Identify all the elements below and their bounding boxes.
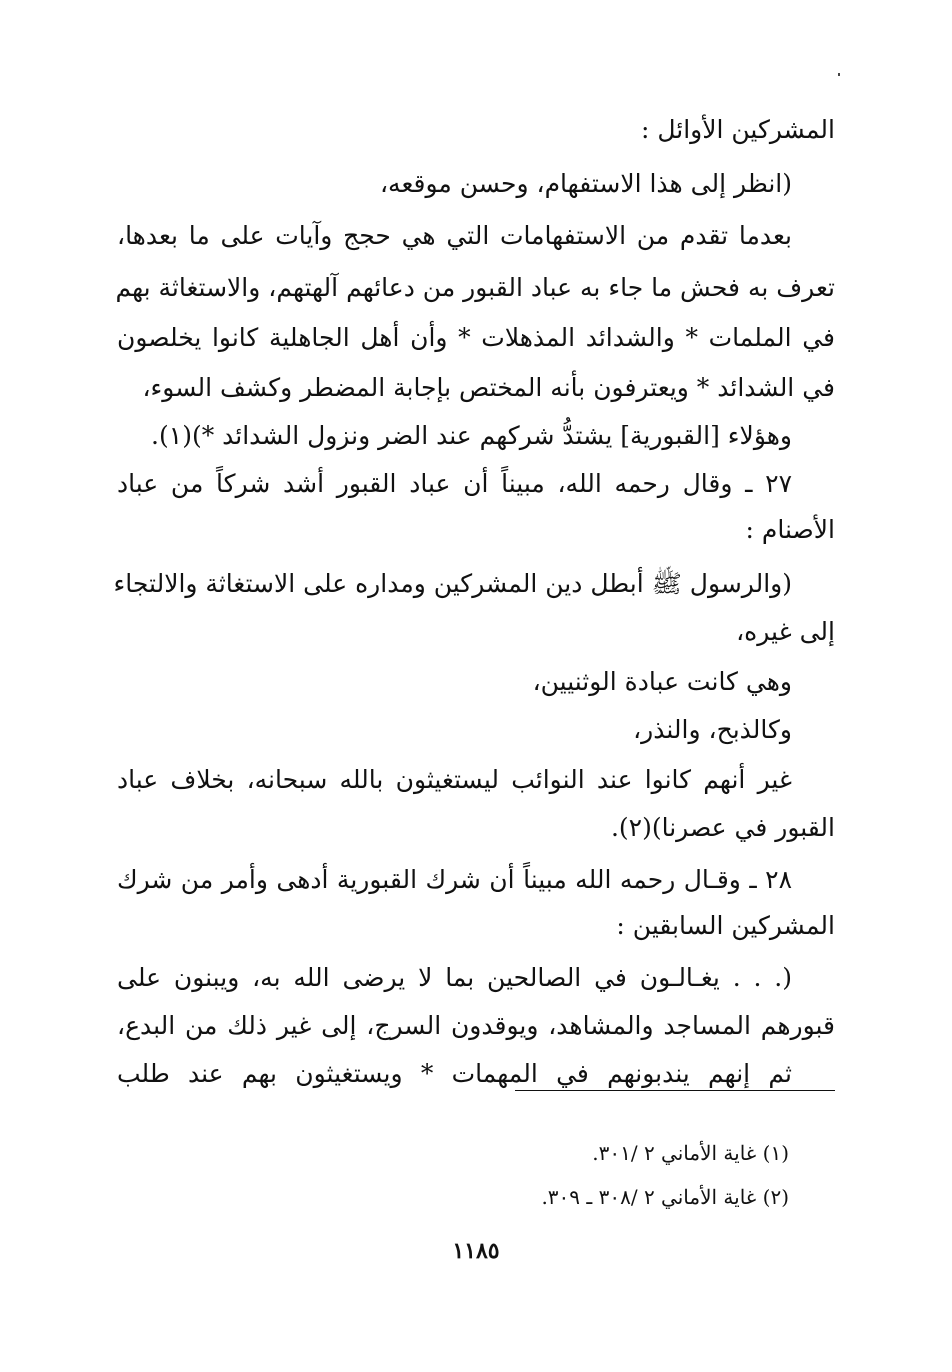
- footnote-separator: [515, 1090, 835, 1091]
- text-line: المشركين السابقين :: [616, 911, 835, 940]
- text-line: بعدما تقدم من الاستفهامات التي هي حجج وآيات على ما بعدها،: [117, 221, 792, 250]
- text-line: (والرسول ﷺ أبطل دين المشركين ومداره على الاستغاثة والالتجاء: [113, 569, 792, 598]
- footnote: (٢) غاية الأماني ٢ /٣٠٨ ـ ٣٠٩.: [541, 1185, 789, 1209]
- text-line: وكالذبح، والنذر،: [633, 715, 792, 744]
- text-line: في الشدائد * ويعترفون بأنه المختص بإجابة المضطر وكشف السوء،: [142, 373, 835, 402]
- text-line: ثم إنهم يندبونهم في المهمات * ويستغيثون بهم عند طلب: [117, 1059, 792, 1088]
- text-line: وهؤلاء [القبورية] يشتدُّ شركهم عند الضر ونزول الشدائد *)(١).: [151, 421, 792, 450]
- scan-speck: [838, 73, 840, 76]
- text-line: غير أنهم كانوا عند النوائب ليستغيثون بالله سبحانه، بخلاف عباد: [117, 765, 792, 794]
- text-line: في الملمات * والشدائد المذهلات * وأن أهل الجاهلية كانوا يخلصون: [117, 323, 835, 352]
- text-line: إلى غيره،: [736, 617, 835, 646]
- text-line: الأصنام :: [745, 515, 835, 544]
- text-line: تعرف به فحش ما جاء به عباد القبور من دعائهم آلهتهم، والاستغاثة بهم: [115, 273, 835, 302]
- text-line: (. . . يغـالـون في الصالحين بما لا يرضى الله به، ويبنون على: [117, 963, 792, 992]
- page-number: ١١٨٥: [452, 1238, 500, 1264]
- text-line: القبور في عصرنا)(٢).: [610, 813, 835, 842]
- text-line: (انظر إلى هذا الاستفهام، وحسن موقعه،: [379, 169, 792, 198]
- text-line: ٢٧ ـ وقال رحمه الله، مبيناً أن عباد القبور أشد شركاً من عباد: [117, 469, 792, 498]
- footnote: (١) غاية الأماني ٢ /٣٠١.: [592, 1141, 789, 1165]
- text-line: ٢٨ ـ وقـال رحمه الله مبيناً أن شرك القبورية أدهى وأمر من شرك: [117, 865, 792, 894]
- text-line: المشركين الأوائل :: [640, 115, 835, 144]
- text-line: وهي كانت عبادة الوثنيين،: [532, 667, 792, 696]
- text-line: قبورهم المساجد والمشاهد، ويوقدون السرج، إلى غير ذلك من البدع،: [117, 1011, 835, 1040]
